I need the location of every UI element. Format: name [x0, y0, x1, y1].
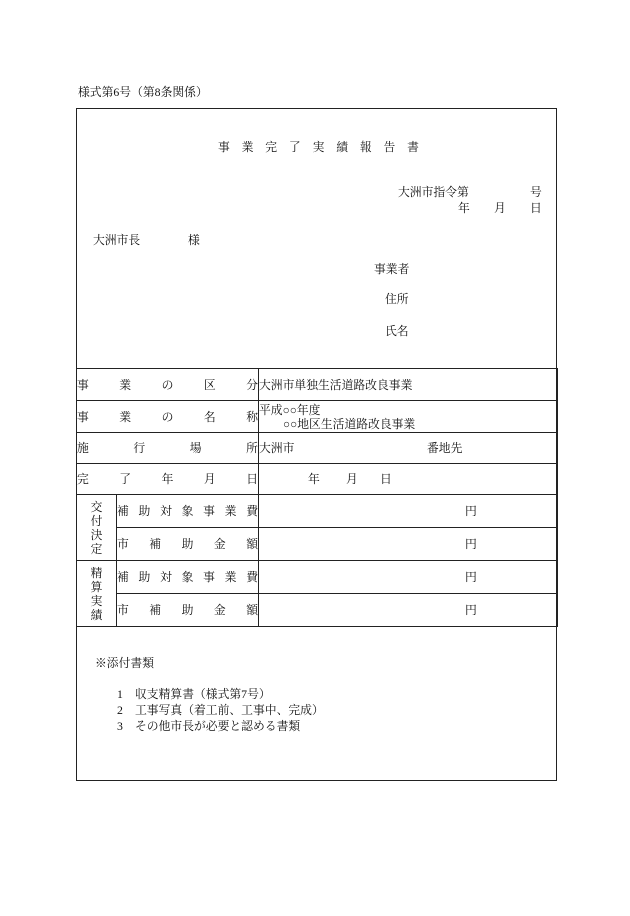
- row-category: [77, 369, 558, 401]
- label-char: 市: [117, 537, 129, 551]
- settlement-subsidy-amount-value-cell: [259, 594, 558, 627]
- row-project-name: [77, 401, 558, 433]
- label-char: 実: [312, 140, 325, 154]
- completion-year: 年: [308, 472, 320, 486]
- label-char: 業: [241, 140, 254, 154]
- label-char: 額: [246, 603, 258, 617]
- addressee: 大洲市長: [93, 233, 141, 247]
- label-char: 金: [213, 603, 226, 617]
- label-char: 対: [160, 570, 172, 584]
- row-location: [77, 433, 558, 464]
- attachment-number: 1: [117, 687, 123, 701]
- label-char: 補: [149, 537, 162, 551]
- label-char: 場: [189, 441, 202, 455]
- grant-decision-label: [77, 500, 116, 556]
- label-char: 算: [90, 579, 103, 594]
- label-char: 績: [336, 140, 349, 154]
- details-table: [76, 368, 558, 627]
- directive-number-prefix: 大洲市指令第: [398, 185, 469, 199]
- label-char: 定: [90, 541, 103, 556]
- directive-number-suffix: 号: [530, 185, 542, 199]
- row-grant-subsidy-amount: [77, 528, 558, 561]
- project-name-line1: 平成○○年度: [259, 402, 321, 417]
- completion-month: 月: [346, 472, 358, 486]
- label-char: 日: [246, 472, 258, 486]
- date-day: 日: [530, 201, 542, 215]
- attachment-item: [117, 719, 300, 733]
- document-title: [218, 140, 419, 154]
- label-char: 事: [77, 377, 89, 392]
- label-char: 了: [119, 472, 132, 486]
- label-char: 補: [117, 570, 129, 584]
- label-char: 業: [224, 570, 237, 584]
- applicant-label: 事業者: [374, 262, 410, 276]
- label-char: の: [161, 377, 174, 392]
- label-char: 決: [90, 527, 103, 542]
- location-label: [77, 441, 258, 455]
- label-char: 事: [203, 504, 215, 518]
- label-char: 告: [383, 140, 396, 154]
- category-value-cell: [259, 369, 558, 401]
- category-label: [77, 378, 258, 392]
- label-char: 事: [203, 570, 215, 584]
- grant-project-cost-label: [117, 504, 258, 518]
- attachment-text: 工事写真（着工前、工事中、完成）: [135, 703, 324, 717]
- row-grant-project-cost: [77, 495, 558, 528]
- attachment-item: [117, 687, 271, 701]
- label-char: 書: [407, 140, 419, 154]
- label-char: 対: [160, 504, 172, 518]
- label-char: 費: [246, 570, 258, 584]
- category-label-cell: [77, 369, 259, 401]
- attachment-text: その他市長が必要と認める書類: [135, 719, 301, 733]
- row-settlement-subsidy-amount: [77, 594, 558, 627]
- label-char: 名: [203, 409, 216, 424]
- label-char: 区: [203, 377, 216, 392]
- date-year: 年: [458, 201, 470, 215]
- label-char: 称: [246, 409, 258, 424]
- label-char: 月: [203, 472, 216, 486]
- project-name-label-cell: [77, 401, 259, 433]
- grant-subsidy-amount-label-cell: [117, 528, 259, 561]
- label-char: 交: [90, 499, 103, 514]
- form-frame: [76, 108, 557, 781]
- row-settlement-project-cost: [77, 561, 558, 594]
- location-value-cell: [259, 433, 558, 464]
- label-char: 象: [181, 504, 194, 518]
- settlement-project-cost-label: [117, 570, 258, 584]
- label-char: 助: [181, 537, 194, 551]
- label-char: 額: [246, 537, 258, 551]
- label-char: 補: [149, 603, 162, 617]
- location-label-cell: [77, 433, 259, 464]
- yen-unit: 円: [465, 504, 477, 518]
- attachment-number: 2: [117, 703, 123, 717]
- attachment-text: 収支精算書（様式第7号）: [135, 687, 271, 701]
- label-char: 金: [213, 537, 226, 551]
- settlement-subsidy-amount-label-cell: [117, 594, 259, 627]
- yen-unit: 円: [465, 570, 477, 584]
- grant-project-cost-label-cell: [117, 495, 259, 528]
- label-char: 業: [119, 409, 132, 424]
- label-char: 業: [119, 377, 132, 392]
- location-city: 大洲市: [259, 441, 295, 455]
- yen-unit: 円: [465, 537, 477, 551]
- attachments-heading: ※添付書類: [95, 656, 154, 670]
- label-char: の: [161, 409, 174, 424]
- label-char: 付: [90, 513, 103, 528]
- label-char: 実: [90, 593, 103, 608]
- name-label: 氏名: [385, 324, 409, 338]
- label-char: 市: [117, 603, 129, 617]
- label-char: 業: [224, 504, 237, 518]
- label-char: 補: [117, 504, 129, 518]
- form-reference: 様式第6号（第8条関係）: [78, 85, 208, 99]
- label-char: 事: [77, 409, 89, 424]
- label-char: 績: [90, 607, 103, 622]
- label-char: 助: [138, 504, 151, 518]
- address-label: 住所: [385, 292, 409, 306]
- label-char: 事: [218, 140, 230, 154]
- label-char: 費: [246, 504, 258, 518]
- settlement-label-cell: [77, 561, 117, 627]
- settlement-project-cost-label-cell: [117, 561, 259, 594]
- grant-subsidy-amount-label: [117, 537, 258, 551]
- label-char: 施: [77, 441, 89, 455]
- completion-date-label: [77, 472, 258, 486]
- label-char: 助: [138, 570, 151, 584]
- label-char: 所: [246, 441, 258, 455]
- label-char: 象: [181, 570, 194, 584]
- label-char: 助: [181, 603, 194, 617]
- location-suffix: 番地先: [427, 441, 463, 455]
- label-char: 了: [288, 140, 301, 154]
- attachment-number: 3: [117, 719, 123, 733]
- label-char: 精: [90, 565, 103, 580]
- attachment-item: [117, 703, 324, 717]
- yen-unit: 円: [465, 603, 477, 617]
- project-name-line2: ○○地区生活道路改良事業: [283, 416, 416, 431]
- grant-decision-label-cell: [77, 495, 117, 561]
- completion-date-label-cell: [77, 464, 259, 495]
- honorific: 様: [188, 233, 200, 247]
- row-completion-date: [77, 464, 558, 495]
- label-char: 完: [265, 140, 278, 154]
- settlement-project-cost-value-cell: [259, 561, 558, 594]
- grant-subsidy-amount-value-cell: [259, 528, 558, 561]
- grant-project-cost-value-cell: [259, 495, 558, 528]
- category-value: 大洲市単独生活道路改良事業: [259, 377, 413, 392]
- project-name-label: [77, 410, 258, 424]
- settlement-label: [77, 566, 116, 622]
- date-month: 月: [494, 201, 506, 215]
- completion-day: 日: [380, 472, 392, 486]
- settlement-subsidy-amount-label: [117, 603, 258, 617]
- label-char: 分: [246, 377, 258, 392]
- label-char: 報: [359, 140, 372, 154]
- project-name-value-cell: [259, 401, 558, 433]
- completion-date-value-cell: [259, 464, 558, 495]
- label-char: 完: [77, 472, 89, 486]
- label-char: 行: [133, 441, 146, 455]
- label-char: 年: [161, 472, 174, 486]
